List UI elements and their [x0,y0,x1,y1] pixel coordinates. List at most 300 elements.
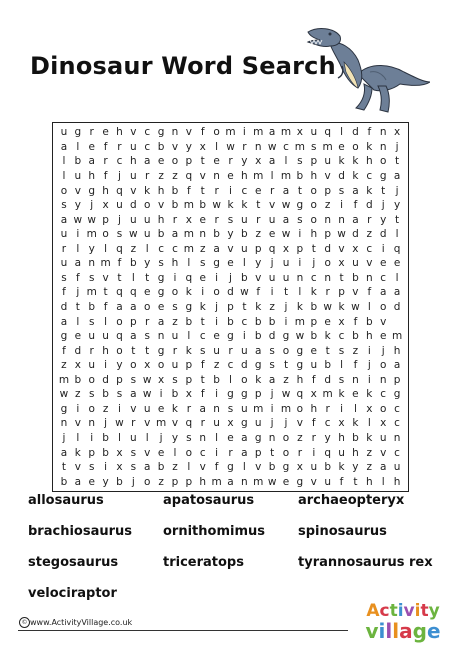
grid-letter[interactable]: a [60,213,68,226]
grid-letter[interactable]: q [324,126,331,139]
grid-letter[interactable]: m [58,373,70,386]
grid-letter[interactable]: l [131,271,135,284]
grid-letter[interactable]: x [227,417,234,430]
grid-letter[interactable]: a [60,140,68,153]
grid-letter[interactable]: n [393,432,401,445]
grid-letter[interactable]: l [381,475,385,488]
grid-letter[interactable]: i [215,271,219,284]
grid-letter[interactable]: q [324,446,331,459]
grid-letter[interactable]: r [214,184,219,197]
grid-letter[interactable]: v [74,184,81,197]
grid-letter[interactable]: n [365,271,373,284]
grid-letter[interactable]: a [241,446,248,459]
grid-letter[interactable]: t [256,199,261,212]
grid-letter[interactable]: t [339,271,344,284]
grid-letter[interactable]: i [215,315,219,328]
grid-letter[interactable]: j [62,432,66,445]
grid-letter[interactable]: p [324,184,331,197]
grid-letter[interactable]: o [143,300,151,313]
grid-letter[interactable]: r [89,344,94,357]
grid-letter[interactable]: a [393,286,401,299]
grid-letter[interactable]: s [269,344,275,357]
grid-letter[interactable]: g [241,388,248,401]
grid-letter[interactable]: f [214,461,219,474]
grid-letter[interactable]: u [352,257,359,270]
grid-letter[interactable]: r [228,344,233,357]
grid-letter[interactable]: s [116,388,123,401]
grid-letter[interactable]: u [88,330,96,343]
grid-letter[interactable]: v [255,271,262,284]
grid-letter[interactable]: c [338,330,345,343]
grid-letter[interactable]: l [215,432,219,445]
grid-letter[interactable]: b [171,184,179,197]
grid-letter[interactable]: o [379,359,387,372]
grid-letter[interactable]: a [352,184,359,197]
grid-letter[interactable]: o [282,344,290,357]
grid-letter[interactable]: d [379,228,387,241]
grid-letter[interactable]: e [268,228,276,241]
grid-letter[interactable]: s [227,213,234,226]
grid-letter[interactable]: p [185,155,193,168]
grid-letter[interactable]: a [282,184,290,197]
grid-letter[interactable]: t [75,300,80,313]
grid-letter[interactable]: o [102,228,109,241]
grid-letter[interactable]: g [296,199,304,212]
grid-letter[interactable]: z [172,315,178,328]
grid-letter[interactable]: y [116,359,123,372]
grid-letter[interactable]: a [379,461,387,474]
grid-letter[interactable]: r [325,402,330,415]
grid-letter[interactable]: u [213,417,220,430]
grid-letter[interactable]: v [199,461,206,474]
grid-letter[interactable]: v [366,257,373,270]
grid-letter[interactable]: z [352,344,359,357]
grid-letter[interactable]: u [171,330,179,343]
grid-letter[interactable]: i [270,402,274,415]
grid-letter[interactable]: x [338,257,345,270]
grid-letter[interactable]: t [297,184,302,197]
grid-letter[interactable]: s [311,140,317,153]
grid-letter[interactable]: b [310,330,318,343]
grid-letter[interactable]: a [268,126,276,139]
grid-letter[interactable]: u [282,257,290,270]
grid-letter[interactable]: b [268,461,276,474]
grid-letter[interactable]: w [351,300,360,313]
grid-letter[interactable]: v [380,315,387,328]
grid-letter[interactable]: z [61,359,67,372]
grid-letter[interactable]: v [380,446,387,459]
grid-letter[interactable]: q [129,286,137,299]
grid-letter[interactable]: v [227,242,234,255]
grid-letter[interactable]: n [379,126,387,139]
grid-letter[interactable]: a [88,155,95,168]
grid-letter[interactable]: h [365,475,373,488]
grid-letter[interactable]: p [129,315,137,328]
grid-letter[interactable]: w [267,475,277,488]
grid-letter[interactable]: w [142,373,152,386]
grid-letter[interactable]: y [352,461,359,474]
grid-letter[interactable]: f [200,388,205,401]
grid-letter[interactable]: b [254,315,262,328]
grid-letter[interactable]: v [255,461,262,474]
grid-letter[interactable]: x [338,417,345,430]
grid-letter[interactable]: c [380,271,387,284]
grid-letter[interactable]: j [270,388,274,401]
grid-letter[interactable]: t [145,271,150,284]
grid-letter[interactable]: p [324,228,331,241]
grid-letter[interactable]: o [310,199,317,212]
grid-letter[interactable]: g [157,126,165,139]
grid-letter[interactable]: m [155,417,167,430]
grid-letter[interactable]: l [62,169,66,182]
grid-letter[interactable]: f [200,126,205,139]
grid-letter[interactable]: h [393,475,401,488]
grid-letter[interactable]: v [171,417,179,430]
grid-letter[interactable]: r [325,286,330,299]
grid-letter[interactable]: g [60,330,68,343]
grid-letter[interactable]: w [59,388,69,401]
grid-letter[interactable]: e [199,271,206,284]
grid-letter[interactable]: s [338,344,345,357]
grid-letter[interactable]: h [310,169,318,182]
grid-letter[interactable]: o [130,359,137,372]
grid-letter[interactable]: j [395,184,399,197]
grid-letter[interactable]: n [268,432,276,445]
grid-letter[interactable]: c [283,140,289,153]
grid-letter[interactable]: o [213,126,220,139]
grid-letter[interactable]: n [324,271,331,284]
grid-letter[interactable]: f [103,140,108,153]
grid-letter[interactable]: g [296,344,304,357]
grid-letter[interactable]: u [116,199,123,212]
grid-letter[interactable]: f [353,359,358,372]
grid-letter[interactable]: l [187,257,191,270]
grid-letter[interactable]: d [365,199,373,212]
grid-letter[interactable]: i [381,242,385,255]
grid-letter[interactable]: g [254,432,262,445]
grid-letter[interactable]: d [352,126,359,139]
grid-letter[interactable]: g [213,257,220,270]
grid-letter[interactable]: v [324,169,331,182]
grid-letter[interactable]: z [130,242,137,255]
grid-letter[interactable]: i [173,271,177,284]
grid-letter[interactable]: s [269,359,275,372]
grid-letter[interactable]: t [103,286,108,299]
grid-letter[interactable]: m [322,388,333,401]
grid-letter[interactable]: e [310,344,317,357]
grid-letter[interactable]: e [379,330,387,343]
grid-letter[interactable]: u [213,344,220,357]
grid-letter[interactable]: u [143,402,151,415]
grid-letter[interactable]: k [366,140,373,153]
grid-letter[interactable]: g [227,388,234,401]
grid-letter[interactable]: b [268,315,276,328]
grid-letter[interactable]: s [88,271,95,284]
grid-letter[interactable]: e [157,402,165,415]
grid-letter[interactable]: x [185,388,192,401]
grid-letter[interactable]: o [143,199,151,212]
grid-letter[interactable]: u [379,432,387,445]
grid-letter[interactable]: c [227,359,234,372]
grid-letter[interactable]: o [379,402,387,415]
grid-letter[interactable]: o [60,184,68,197]
grid-letter[interactable]: d [352,228,359,241]
grid-letter[interactable]: l [284,155,288,168]
grid-letter[interactable]: h [365,155,373,168]
grid-letter[interactable]: w [226,140,235,153]
grid-letter[interactable]: l [104,242,108,255]
grid-letter[interactable]: u [324,155,331,168]
grid-letter[interactable]: k [171,402,179,415]
grid-letter[interactable]: s [186,432,192,445]
grid-letter[interactable]: j [270,417,274,430]
grid-letter[interactable]: f [339,475,344,488]
grid-letter[interactable]: b [227,315,234,328]
grid-letter[interactable]: p [227,300,234,313]
grid-letter[interactable]: e [157,155,165,168]
grid-letter[interactable]: h [171,257,179,270]
grid-letter[interactable]: d [338,169,345,182]
grid-letter[interactable]: o [282,432,290,445]
grid-letter[interactable]: a [379,286,387,299]
grid-letter[interactable]: c [116,155,123,168]
grid-letter[interactable]: b [171,199,179,212]
grid-letter[interactable]: p [102,213,109,226]
grid-letter[interactable]: w [295,330,305,343]
grid-letter[interactable]: r [311,432,316,445]
grid-letter[interactable]: f [103,169,108,182]
grid-letter[interactable]: o [282,446,290,459]
grid-letter[interactable]: i [201,286,205,299]
grid-letter[interactable]: d [241,359,248,372]
grid-letter[interactable]: q [116,286,123,299]
grid-letter[interactable]: h [102,344,109,357]
grid-letter[interactable]: h [116,126,123,139]
grid-letter[interactable]: e [157,446,165,459]
grid-letter[interactable]: x [116,461,123,474]
grid-letter[interactable]: y [227,228,234,241]
grid-letter[interactable]: y [185,140,192,153]
grid-letter[interactable]: g [241,417,248,430]
grid-letter[interactable]: x [185,213,192,226]
grid-letter[interactable]: d [74,344,82,357]
grid-letter[interactable]: l [353,402,357,415]
grid-letter[interactable]: d [60,300,68,313]
grid-letter[interactable]: g [88,184,96,197]
grid-letter[interactable]: n [241,475,248,488]
grid-letter[interactable]: k [255,300,262,313]
grid-letter[interactable]: m [280,126,292,139]
grid-letter[interactable]: q [268,242,276,255]
grid-letter[interactable]: r [103,155,108,168]
grid-letter[interactable]: f [200,359,205,372]
grid-letter[interactable]: v [352,286,359,299]
grid-letter[interactable]: m [211,475,222,488]
grid-letter[interactable]: h [88,169,96,182]
grid-letter[interactable]: y [324,432,331,445]
grid-letter[interactable]: s [130,461,137,474]
grid-letter[interactable]: o [157,359,165,372]
grid-letter[interactable]: b [213,228,220,241]
grid-letter[interactable]: i [76,402,80,415]
grid-letter[interactable]: g [254,359,262,372]
grid-letter[interactable]: l [145,242,149,255]
grid-letter[interactable]: o [143,475,151,488]
grid-letter[interactable]: a [255,344,262,357]
grid-letter[interactable]: i [367,373,371,386]
grid-letter[interactable]: l [242,257,246,270]
grid-letter[interactable]: h [393,344,401,357]
grid-letter[interactable]: q [296,388,304,401]
grid-letter[interactable]: e [379,257,387,270]
grid-letter[interactable]: v [130,402,137,415]
grid-letter[interactable]: a [171,228,179,241]
grid-letter[interactable]: d [268,330,276,343]
grid-letter[interactable]: c [394,446,400,459]
grid-letter[interactable]: v [102,271,109,284]
grid-letter[interactable]: n [324,213,331,226]
grid-letter[interactable]: d [227,286,234,299]
grid-letter[interactable]: s [158,257,164,270]
grid-letter[interactable]: i [340,199,343,212]
grid-letter[interactable]: s [172,300,178,313]
grid-letter[interactable]: s [144,330,150,343]
grid-letter[interactable]: b [60,475,68,488]
grid-letter[interactable]: k [352,169,359,182]
grid-letter[interactable]: z [172,169,178,182]
grid-letter[interactable]: o [116,315,123,328]
grid-letter[interactable]: t [353,475,358,488]
grid-letter[interactable]: p [254,388,262,401]
grid-letter[interactable]: s [61,271,67,284]
grid-letter[interactable]: f [353,199,358,212]
grid-letter[interactable]: u [74,169,82,182]
grid-letter[interactable]: l [298,286,302,299]
grid-letter[interactable]: t [117,271,122,284]
grid-letter[interactable]: x [296,461,303,474]
grid-letter[interactable]: h [365,330,373,343]
grid-letter[interactable]: u [143,213,151,226]
grid-letter[interactable]: g [60,402,68,415]
grid-letter[interactable]: c [144,140,151,153]
grid-letter[interactable]: c [241,184,248,197]
grid-letter[interactable]: h [102,184,109,197]
grid-letter[interactable]: q [393,242,401,255]
grid-letter[interactable]: v [338,242,345,255]
grid-letter[interactable]: o [296,402,304,415]
grid-letter[interactable]: h [241,169,248,182]
grid-letter[interactable]: j [284,417,288,430]
grid-letter[interactable]: o [213,286,220,299]
grid-letter[interactable]: u [171,359,179,372]
grid-letter[interactable]: u [241,402,248,415]
grid-letter[interactable]: k [338,155,345,168]
grid-letter[interactable]: z [366,461,373,474]
grid-letter[interactable]: e [213,155,220,168]
grid-letter[interactable]: l [340,359,343,372]
grid-letter[interactable]: m [86,228,97,241]
grid-letter[interactable]: k [352,155,359,168]
grid-letter[interactable]: a [268,373,276,386]
grid-letter[interactable]: q [116,330,123,343]
grid-letter[interactable]: b [88,300,96,313]
grid-letter[interactable]: e [324,315,331,328]
grid-letter[interactable]: b [213,373,220,386]
grid-letter[interactable]: q [185,417,193,430]
grid-letter[interactable]: x [296,126,303,139]
grid-letter[interactable]: f [62,344,66,357]
grid-letter[interactable]: l [242,461,246,474]
grid-letter[interactable]: x [144,359,151,372]
grid-letter[interactable]: m [294,140,305,153]
grid-letter[interactable]: u [130,169,137,182]
grid-letter[interactable]: o [185,446,193,459]
grid-letter[interactable]: r [242,140,247,153]
grid-letter[interactable]: l [62,155,66,168]
grid-letter[interactable]: s [199,344,206,357]
grid-letter[interactable]: n [296,271,304,284]
grid-letter[interactable]: j [159,432,163,445]
grid-letter[interactable]: u [60,126,68,139]
grid-letter[interactable]: f [311,373,316,386]
grid-letter[interactable]: n [171,126,179,139]
grid-letter[interactable]: n [157,330,165,343]
grid-letter[interactable]: l [76,315,80,328]
grid-letter[interactable]: s [88,461,95,474]
grid-letter[interactable]: m [280,402,292,415]
grid-letter[interactable]: i [90,432,94,445]
grid-letter[interactable]: o [324,257,331,270]
grid-letter[interactable]: i [340,402,343,415]
grid-letter[interactable]: s [297,155,303,168]
grid-letter[interactable]: x [380,417,387,430]
grid-letter[interactable]: e [255,184,262,197]
grid-letter[interactable]: b [102,446,109,459]
grid-letter[interactable]: n [199,228,207,241]
grid-letter[interactable]: w [129,228,138,241]
grid-letter[interactable]: p [185,373,193,386]
grid-letter[interactable]: u [241,213,248,226]
grid-letter[interactable]: t [283,286,289,299]
grid-letter[interactable]: x [157,373,165,386]
grid-letter[interactable]: z [75,388,81,401]
grid-letter[interactable]: a [116,300,123,313]
grid-letter[interactable]: m [280,169,292,182]
grid-letter[interactable]: m [86,286,97,299]
grid-letter[interactable]: r [228,446,233,459]
grid-letter[interactable]: v [296,417,303,430]
grid-letter[interactable]: h [310,402,318,415]
grid-letter[interactable]: x [74,359,81,372]
grid-letter[interactable]: r [200,417,205,430]
grid-letter[interactable]: j [117,213,121,226]
grid-letter[interactable]: j [131,475,135,488]
grid-letter[interactable]: y [171,432,179,445]
grid-letter[interactable]: x [199,140,206,153]
grid-letter[interactable]: k [74,446,81,459]
grid-letter[interactable]: k [310,286,317,299]
grid-letter[interactable]: h [310,228,318,241]
grid-letter[interactable]: k [199,300,206,313]
grid-letter[interactable]: z [283,373,289,386]
grid-letter[interactable]: q [116,242,123,255]
grid-letter[interactable]: o [379,300,387,313]
grid-letter[interactable]: r [131,417,136,430]
grid-letter[interactable]: o [88,373,95,386]
grid-letter[interactable]: c [199,446,206,459]
grid-letter[interactable]: c [310,271,317,284]
grid-letter[interactable]: f [117,257,122,270]
